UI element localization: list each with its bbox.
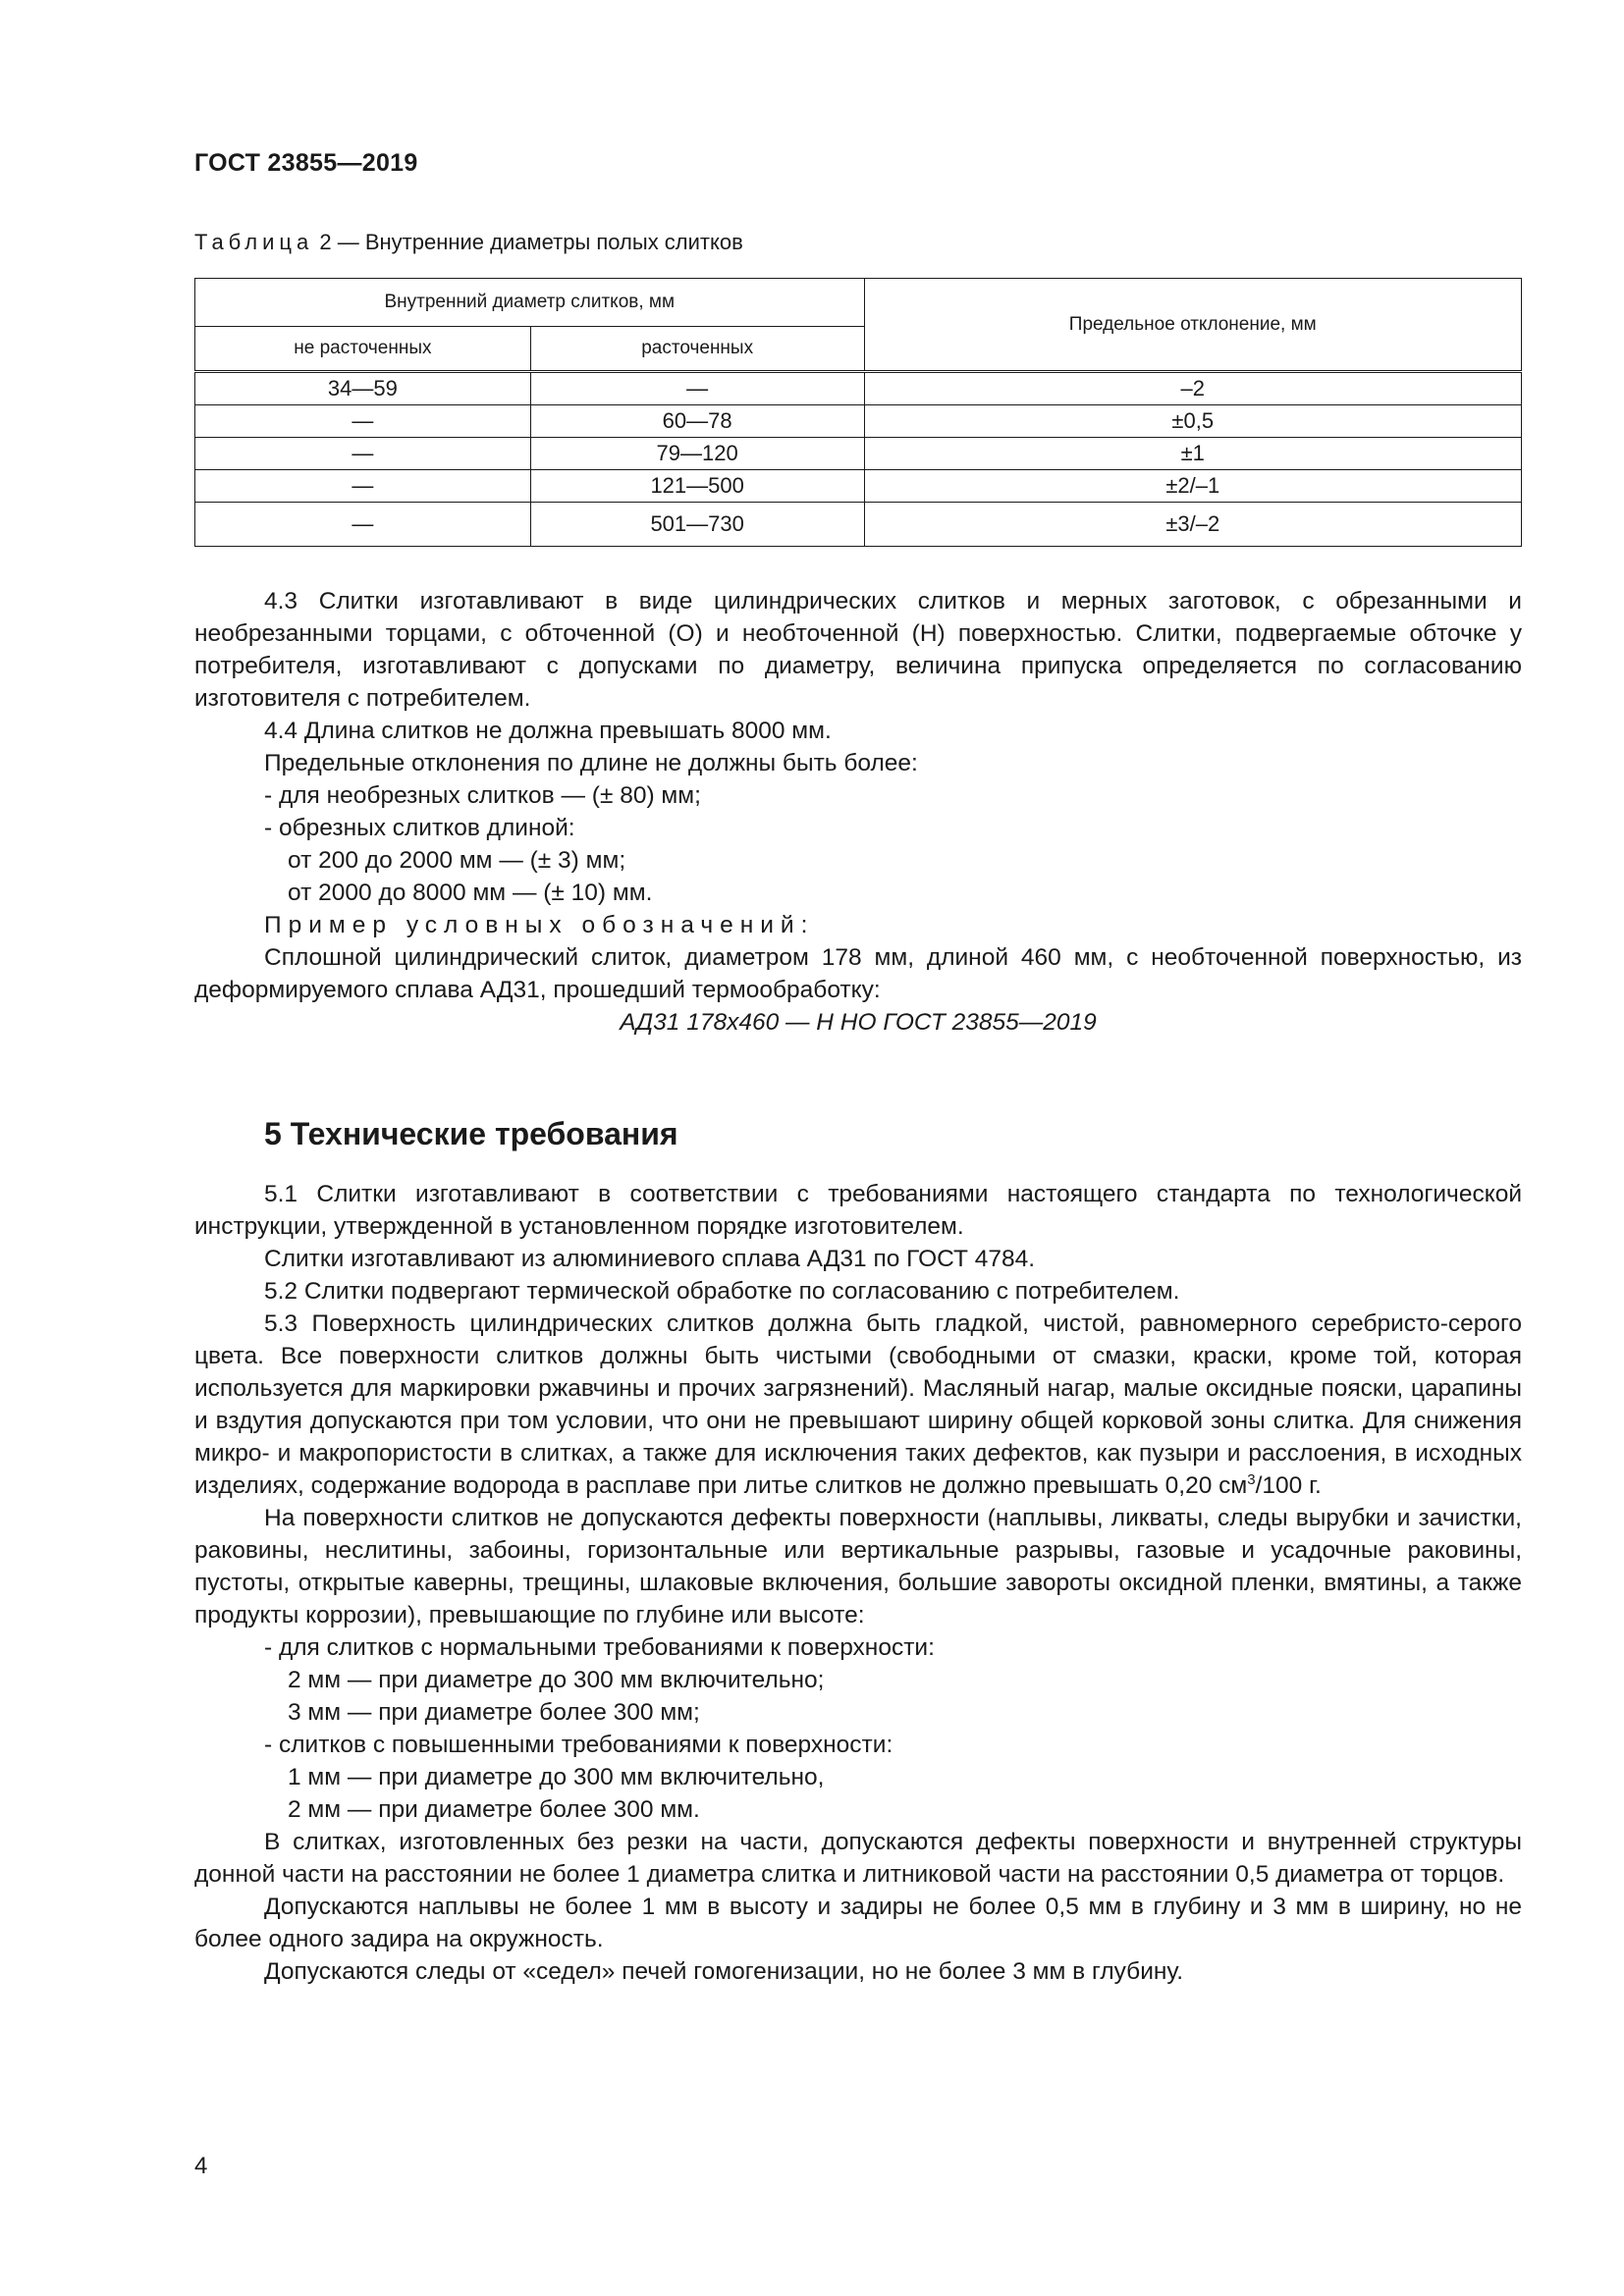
example-text: Сплошной цилиндрический слиток, диаметром 178 мм, длиной 460 мм, с необточенной поверхностью, из деформируемого сплава АД31, прошедший термообработку:: [194, 944, 1522, 1003]
list-subitem: 2 мм — при диаметре более 300 мм.: [288, 1796, 700, 1823]
list-item: - слитков с повышенными требованиями к поверхности:: [264, 1732, 893, 1758]
section-5-text: [194, 1178, 1522, 1988]
superscript-cube: 3: [1247, 1470, 1256, 1488]
list-subitem: от 2000 до 8000 мм — (± 10) мм.: [288, 880, 653, 906]
table-row: [195, 438, 1522, 470]
list-subitem: от 200 до 2000 мм — (± 3) мм;: [288, 847, 626, 874]
paragraph-5-1: 5.1 Слитки изготавливают в соответствии с требованиями настоящего стандарта по технологической инструкции, утвержденной в установленном порядке изготовителем.: [194, 1181, 1522, 1240]
list-subitem: 3 мм — при диаметре более 300 мм;: [288, 1699, 700, 1726]
table-caption-text: 2 — Внутренние диаметры полых слитков: [319, 230, 743, 254]
list-subitem: 1 мм — при диаметре до 300 мм включительно,: [288, 1764, 825, 1790]
table-cell: —: [530, 372, 864, 405]
table-cell: —: [195, 470, 531, 503]
table-cell: ±0,5: [864, 405, 1521, 438]
paragraph-length-limits: Предельные отклонения по длине не должны быть более:: [264, 750, 918, 776]
paragraph-saddle-marks: Допускаются следы от «седел» печей гомогенизации, но не более 3 мм в глубину.: [264, 1958, 1184, 1985]
section-5-heading: 5 Технические требования: [264, 1116, 678, 1151]
table-row: [195, 405, 1522, 438]
table-header-tolerance: Предельное отклонение, мм: [864, 279, 1521, 372]
paragraph-5-1-alloy: Слитки изготавливают из алюминиевого сплава АД31 по ГОСТ 4784.: [264, 1246, 1036, 1272]
table-row: [195, 470, 1522, 503]
list-item: - обрезных слитков длиной:: [264, 815, 575, 841]
paragraph-4-4: 4.4 Длина слитков не должна превышать 8000 мм.: [264, 718, 832, 744]
section-4-text: [194, 585, 1522, 1039]
list-item: - для слитков с нормальными требованиями к поверхности:: [264, 1634, 935, 1661]
table-header-group: Внутренний диаметр слитков, мм: [195, 279, 865, 327]
paragraph-uncut-ingots: В слитках, изготовленных без резки на части, допускаются дефекты поверхности и внутренней структуры донной части на расстоянии не более 1 диаметра слитка и литниковой части на расстоянии 0,5 диаметра от торцов.: [194, 1829, 1522, 1888]
table-cell: 60—78: [530, 405, 864, 438]
table-cell: 79—120: [530, 438, 864, 470]
table-cell: –2: [864, 372, 1521, 405]
paragraph-5-3: [194, 1308, 1522, 1502]
paragraph-5-2: 5.2 Слитки подвергают термической обработке по согласованию с потребителем.: [264, 1278, 1180, 1305]
example-designation: АД31 178х460 — Н НО ГОСТ 23855—2019: [620, 1009, 1097, 1036]
table-row: [195, 372, 1522, 405]
table-header-bored: расточенных: [530, 327, 864, 372]
list-item: - для необрезных слитков — (± 80) мм;: [264, 782, 701, 809]
table-caption-word: Таблица: [194, 230, 314, 254]
table-cell: 34—59: [195, 372, 531, 405]
table-cell: 501—730: [530, 503, 864, 547]
table-cell: —: [195, 405, 531, 438]
table-cell: ±1: [864, 438, 1521, 470]
list-subitem: 2 мм — при диаметре до 300 мм включительно;: [288, 1667, 825, 1693]
paragraph-4-3: 4.3 Слитки изготавливают в виде цилиндрических слитков и мерных заготовок, с обрезанными и необрезанными торцами, с обточенной (О) и необточенной (Н) поверхностью. Слитки, подвергаемые обточке у потребителя, изготавливают с допусками по диаметру, величина припуска определяется по согласованию изготовителя с потребителем.: [194, 588, 1522, 712]
table-cell: ±2/–1: [864, 470, 1521, 503]
table-row: [195, 503, 1522, 547]
paragraph-5-3-main: 5.3 Поверхность цилиндрических слитков должна быть гладкой, чистой, равномерного серебристо-серого цвета. Все поверхности слитков должны быть чистыми (свободными от смазки, краски, кроме той, которая используется для маркировки ржавчины и прочих загрязнений). Масляный нагар, малые оксидные пояски, царапины и вздутия допускаются при том условии, что они не превышают ширину общей корковой зоны слитка. Для снижения микро- и макропористости в слитках, а также для исключения таких дефектов, как пузыри и расслоения, в исходных изделиях, содержание водорода в расплаве при литье слитков не должно превышать 0,20 см: [194, 1310, 1522, 1499]
table-cell: —: [195, 503, 531, 547]
table-cell: ±3/–2: [864, 503, 1521, 547]
example-title: Пример условных обозначений:: [264, 912, 815, 938]
paragraph-surface-defects: На поверхности слитков не допускаются дефекты поверхности (наплывы, ликваты, следы вырубки и зачистки, раковины, неслитины, забоины, горизонтальные или вертикальные разрывы, газовые и усадочные раковины, пустоты, открытые каверны, трещины, шлаковые включения, большие завороты оксидной пленки, вмятины, а также продукты коррозии), превышающие по глубине или высоте:: [194, 1505, 1522, 1629]
table-cell: 121—500: [530, 470, 864, 503]
paragraph-5-3-tail: /100 г.: [1255, 1472, 1322, 1499]
table-cell: —: [195, 438, 531, 470]
table-caption: [194, 230, 743, 255]
paragraph-overflows: Допускаются наплывы не более 1 мм в высоту и задиры не более 0,5 мм в глубину и 3 мм в ширину, но не более одного задира на окружность.: [194, 1894, 1522, 1952]
page-number: 4: [194, 2153, 208, 2179]
table-header-unbored: не расточенных: [195, 327, 531, 372]
diameters-table: [194, 278, 1522, 547]
page-header: ГОСТ 23855—2019: [194, 149, 418, 177]
